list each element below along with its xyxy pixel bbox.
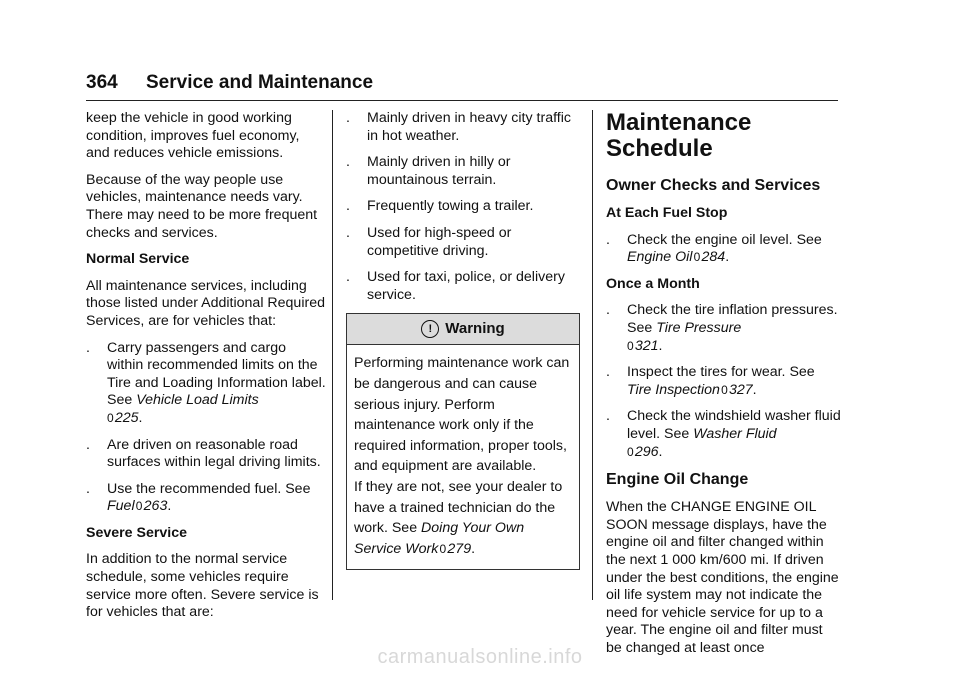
list-item: . Are driven on reasonable road surfaces within legal driving limits. [86,436,321,471]
column-1 [86,110,326,631]
paragraph: Because of the way people use vehicles, maintenance needs vary. There may need to be more frequent checks and services. [86,171,318,241]
bullet-mark: . [606,364,610,381]
bullet-mark: . [86,436,90,453]
list-item: . Inspect the tires for wear. See Tire Inspection 0 327. [606,364,815,398]
paragraph: In addition to the normal service schedule, some vehicles require service more often. Severe service is for vehicles that are: [86,551,319,621]
warning-icon: ! [421,320,439,338]
list-item: . Check the windshield washer fluid level. See Washer Fluid 0 296. [606,408,841,460]
page-number: 364 [86,72,118,93]
paragraph: All maintenance services, including those listed under Additional Required Services, are for vehicles that: [86,277,325,329]
subheading-fuel-stop: At Each Fuel Stop [606,205,728,221]
list-item: . Use the recommended fuel. See Fuel 0 263. [86,480,311,515]
subheading-once-a-month: Once a Month [606,275,700,292]
column-3 [606,110,842,666]
warning-body [347,345,579,569]
column-divider-left [332,110,333,600]
list-item: . Check the engine oil level. See Engine Oil 0 284. [606,231,822,266]
column-divider-right [592,110,593,600]
page-reference[interactable]: 263 [143,498,168,515]
bullet-mark: . [606,408,610,425]
list-item: . Check the tire inflation pressures. See Tire Pressure 0 321. [606,302,838,354]
page-ref-arrow-icon: 0 [627,444,634,459]
list-item: . Used for high-speed or competitive driving. [346,224,512,259]
cross-reference-link[interactable]: Fuel [107,498,135,515]
bullet-mark: . [606,231,610,248]
bullet-mark: . [346,110,350,126]
cross-reference-link[interactable]: Doing Your Own Service Work [354,520,525,557]
list-item: . Mainly driven in hilly or mountainous terrain. [346,154,511,188]
cross-reference-link[interactable]: Vehicle Load Limits [136,392,259,409]
page-ref-arrow-icon: 0 [107,410,114,425]
paragraph: When the CHANGE ENGINE OIL SOON message displays, have the engine oil and filter changed within the next 1 000 km/600 mi. If driven under the best conditions, the engine oil life system may not indicate the need for vehicle service for up to a year. The engine oil and filter must be changed at least once [606,499,839,656]
list-item: . Used for taxi, police, or delivery service. [346,269,565,303]
bullet-mark: . [86,480,90,497]
page-reference[interactable]: 296 [634,443,659,460]
page-ref-arrow-icon: 0 [693,250,701,265]
page-header [86,70,838,101]
page-reference[interactable]: 321 [634,337,659,354]
watermark: carmanualsonline.info [377,646,583,668]
list-item: . Carry passengers and cargo within recommended limits on the Tire and Loading Information label. See Vehicle Load Limits 0 225. [86,339,326,426]
list-item: . Mainly driven in heavy city traffic in hot weather. [346,110,571,144]
paragraph: keep the vehicle in good working condition, improves fuel economy, and reduces vehicle emissions. [86,110,300,162]
page-ref-arrow-icon: 0 [439,541,447,556]
warning-header [347,314,579,345]
bullet-mark: . [346,198,350,215]
subheading-normal-service: Normal Service [86,251,190,268]
page-reference[interactable]: 279 [447,540,472,557]
main-heading: Maintenance Schedule [606,109,752,162]
page-reference[interactable]: 284 [701,249,726,266]
cross-reference-link[interactable]: Tire Pressure [656,319,742,336]
cross-reference-link[interactable]: Tire Inspection [627,381,720,398]
column-2 [346,110,580,570]
bullet-mark: . [346,269,350,286]
cross-reference-link[interactable]: Engine Oil [627,249,693,266]
subheading-severe-service: Severe Service [86,524,187,541]
page-reference[interactable]: 327 [729,381,753,398]
list-item: . Frequently towing a trailer. [346,198,534,215]
section-heading-owner-checks: Owner Checks and Services [606,177,821,194]
section-title: Service and Maintenance [146,72,374,93]
warning-text: If they are not, see your dealer to have a trained technician do the work. See Doing Your Own Service Work 0 279. [354,478,563,557]
page-reference[interactable]: 225 [114,409,139,426]
section-heading-engine-oil: Engine Oil Change [606,471,749,489]
warning-text: Performing maintenance work can be dangerous and can cause serious injury. Perform maintenance work only if the required information, proper tools, and equipment are available. [354,355,570,475]
page-ref-arrow-icon: 0 [721,382,728,397]
page-ref-arrow-icon: 0 [627,338,634,353]
bullet-mark: . [606,302,610,319]
warning-box [346,313,580,570]
bullet-mark: . [346,224,350,241]
page-ref-arrow-icon: 0 [135,499,143,514]
bullet-mark: . [86,339,90,356]
cross-reference-link[interactable]: Washer Fluid [693,425,777,442]
bullet-mark: . [346,154,350,171]
warning-title: Warning [445,320,505,338]
